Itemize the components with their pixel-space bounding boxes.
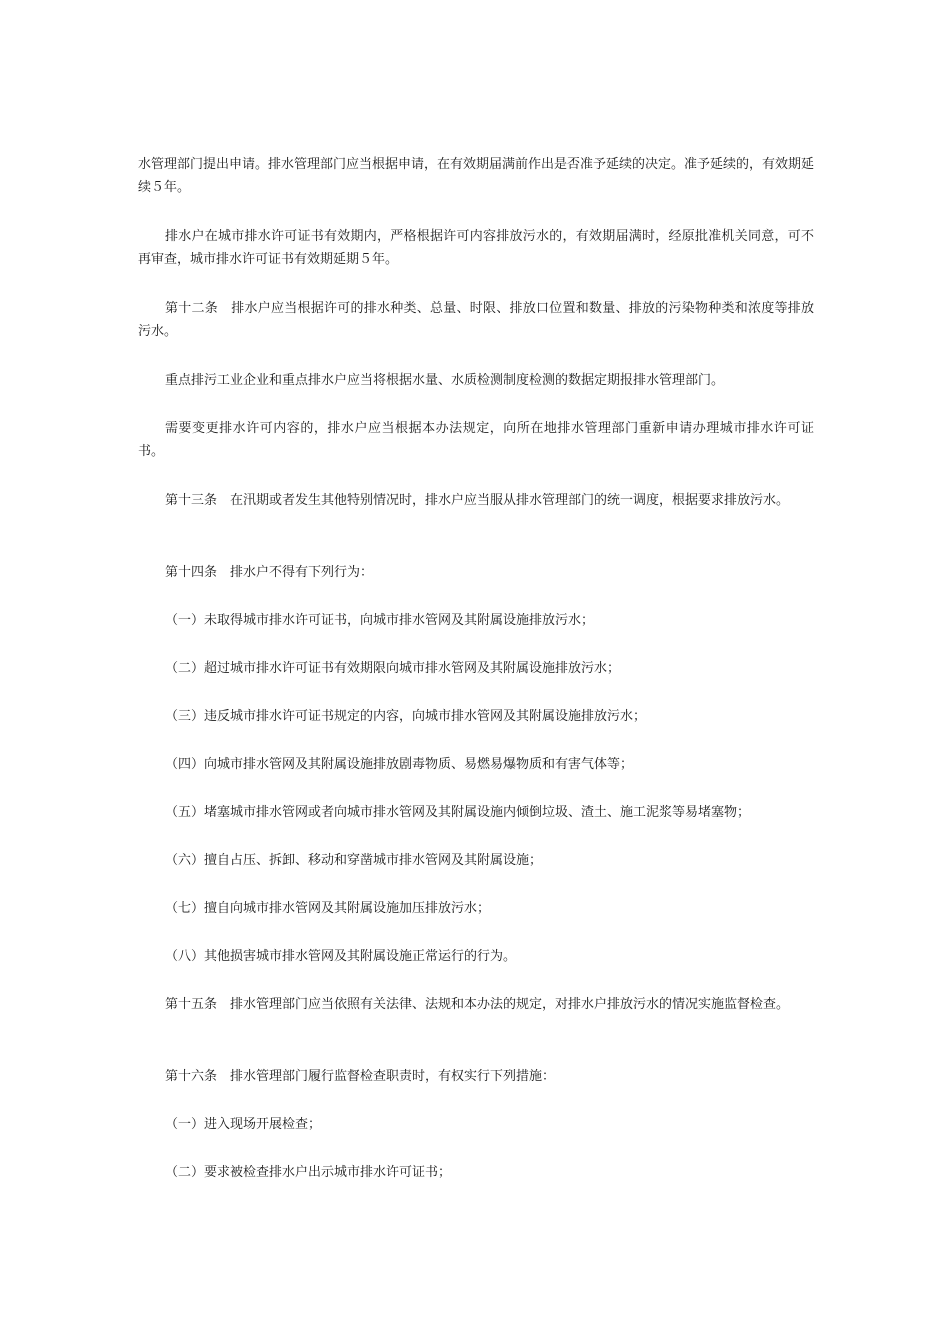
article-14: 第十四条 排水户不得有下列行为： bbox=[165, 565, 374, 580]
article-16: 第十六条 排水管理部门履行监督检查职责时，有权实行下列措施： bbox=[165, 1069, 556, 1084]
list-item: （一）未取得城市排水许可证书，向城市排水管网及其附属设施排放污水； bbox=[165, 613, 595, 628]
list-item: （七）擅自向城市排水管网及其附属设施加压排放污水； bbox=[165, 901, 491, 916]
list-item: （四）向城市排水管网及其附属设施排放剧毒物质、易燃易爆物质和有害气体等； bbox=[165, 757, 634, 772]
article-15: 第十五条 排水管理部门应当依照有关法律、法规和本办法的规定，对排水户排放污水的情况实施监督检查。 bbox=[165, 997, 790, 1012]
list-item: （五）堵塞城市排水管网或者向城市排水管网及其附属设施内倾倒垃圾、渣土、施工泥浆等易堵塞物； bbox=[165, 805, 751, 820]
list-item: （一）进入现场开展检查； bbox=[165, 1117, 322, 1132]
list-item: （八）其他损害城市排水管网及其附属设施正常运行的行为。 bbox=[165, 949, 517, 964]
paragraph: 需要变更排水许可内容的，排水户应当根据本办法规定，向所在地排水管理部门重新申请办理城市排水许可证书。 bbox=[138, 421, 814, 459]
paragraph: 排水户在城市排水许可证书有效期内，严格根据许可内容排放污水的，有效期届满时，经原批准机关同意，可不再审查，城市排水许可证书有效期延期５年。 bbox=[138, 229, 814, 267]
list-item: （三）违反城市排水许可证书规定的内容，向城市排水管网及其附属设施排放污水； bbox=[165, 709, 647, 724]
paragraph: 重点排污工业企业和重点排水户应当将根据水量、水质检测制度检测的数据定期报排水管理部门。 bbox=[165, 373, 725, 388]
article-13: 第十三条 在汛期或者发生其他特别情况时，排水户应当服从排水管理部门的统一调度，根据要求排放污水。 bbox=[165, 493, 790, 508]
list-item: （二）超过城市排水许可证书有效期限向城市排水管网及其附属设施排放污水； bbox=[165, 661, 621, 676]
paragraph-continuation: 水管理部门提出申请。排水管理部门应当根据申请，在有效期届满前作出是否准予延续的决定。准予延续的，有效期延续５年。 bbox=[138, 157, 815, 195]
article-12: 第十二条 排水户应当根据许可的排水种类、总量、时限、排放口位置和数量、排放的污染物种类和浓度等排放污水。 bbox=[138, 301, 814, 339]
list-item: （六）擅自占压、拆卸、移动和穿凿城市排水管网及其附属设施； bbox=[165, 853, 543, 868]
list-item: （二）要求被检查排水户出示城市排水许可证书； bbox=[165, 1165, 452, 1180]
